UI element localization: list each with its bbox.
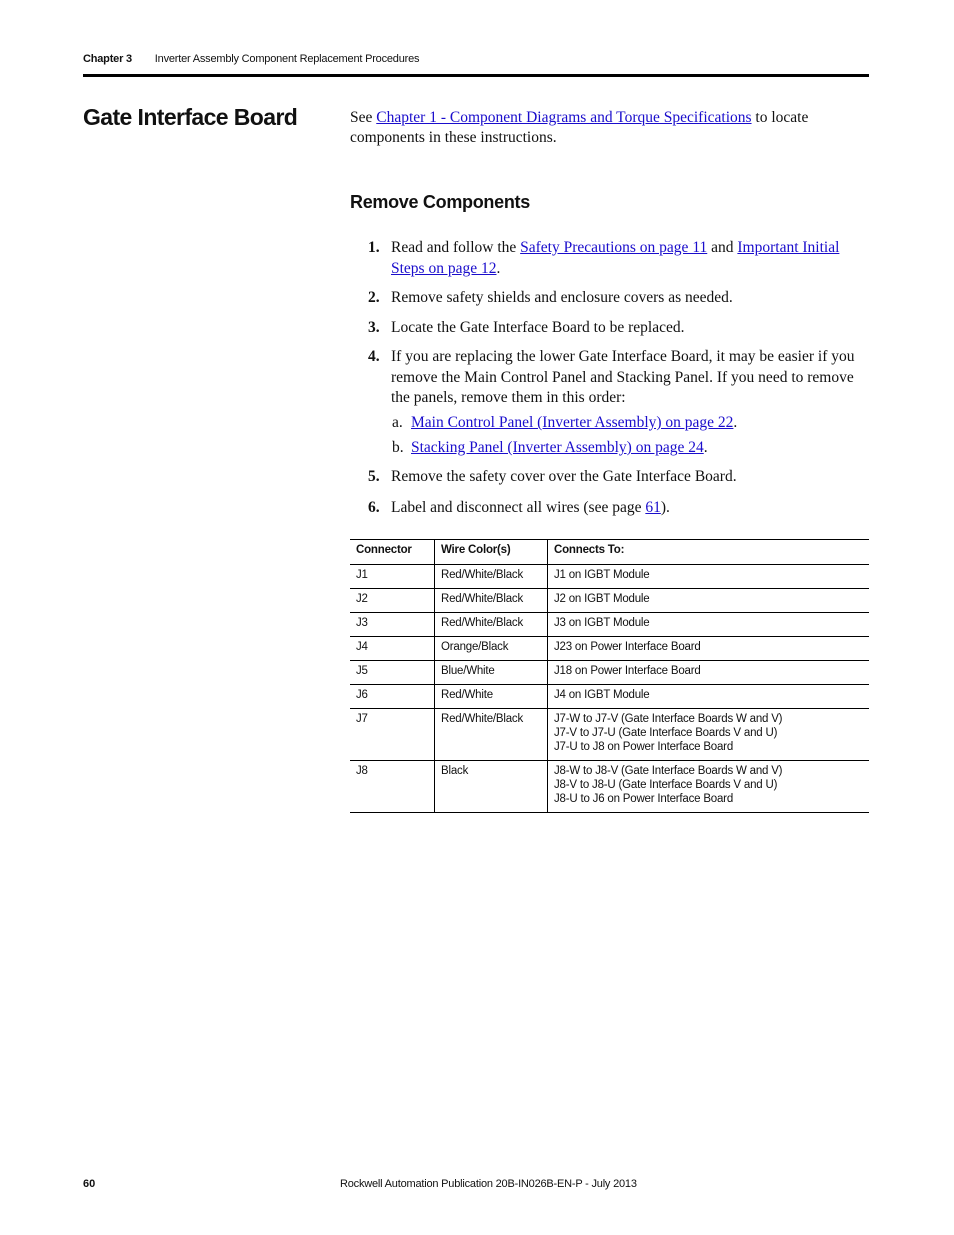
step-number: 1. — [368, 239, 380, 256]
table-row — [350, 637, 869, 661]
step-number: 3. — [368, 319, 380, 336]
substep-post: . — [733, 414, 738, 431]
connects-to-line: J8-W to J8-V (Gate Interface Boards W and V) — [554, 765, 783, 777]
step-text-post: ). — [660, 499, 670, 516]
connects-to-cell: J1 on IGBT Module — [548, 565, 870, 589]
section-title: Gate Interface Board — [83, 104, 298, 130]
step-text-pre: Label and disconnect all wires (see page — [391, 499, 646, 516]
connects-to-line: J7-V to J7-U (Gate Interface Boards V and U) — [554, 727, 778, 739]
step-text-mid: and — [707, 239, 738, 256]
connects-to-cell: J18 on Power Interface Board — [548, 661, 870, 685]
connects-to-line: J8-V to J8-U (Gate Interface Boards V and U) — [554, 779, 778, 791]
step-text: Locate the Gate Interface Board to be replaced. — [391, 319, 685, 336]
connects-to-cell: J2 on IGBT Module — [548, 589, 870, 613]
connects-to-cell — [548, 761, 870, 813]
wire-color-cell: Blue/White — [435, 661, 548, 685]
wire-color-cell: Red/White/Black — [435, 709, 548, 761]
connector-cell: J1 — [350, 565, 435, 589]
step-number: 5. — [368, 468, 380, 485]
connector-cell: J6 — [350, 685, 435, 709]
step-text — [391, 498, 869, 519]
wire-color-cell: Red/White — [435, 685, 548, 709]
table-row — [350, 613, 869, 637]
substep-label: b. — [392, 439, 404, 456]
connector-cell: J3 — [350, 613, 435, 637]
connects-to-line: J8-U to J6 on Power Interface Board — [554, 793, 734, 805]
wire-connection-table — [350, 539, 869, 813]
step-number: 4. — [368, 348, 380, 365]
publication-footer: Rockwell Automation Publication 20B-IN026B-EN-P - July 2013 — [340, 1178, 637, 1190]
table-row — [350, 709, 869, 761]
table-row — [350, 685, 869, 709]
important-initial-steps-link[interactable]: Important Initial Steps on page 12 — [391, 239, 840, 277]
step-text: Remove the safety cover over the Gate Interface Board. — [391, 468, 737, 485]
connector-cell: J7 — [350, 709, 435, 761]
wire-color-cell: Red/White/Black — [435, 565, 548, 589]
connector-cell: J2 — [350, 589, 435, 613]
table-header-row — [350, 540, 869, 565]
step-text: If you are replacing the lower Gate Interface Board, it may be easier if you remove the Main Control Panel and Stacking Panel. If you need to remove the panels, remove them in this order: — [391, 348, 855, 406]
intro-paragraph — [350, 108, 850, 148]
connects-to-cell — [548, 709, 870, 761]
step-number: 6. — [368, 499, 380, 516]
column-header-wire-colors: Wire Color(s) — [435, 540, 548, 565]
running-header — [83, 53, 419, 65]
step-text-pre: Read and follow the — [391, 239, 521, 256]
connects-to-line: J7-U to J8 on Power Interface Board — [554, 741, 734, 753]
substep-b — [392, 438, 708, 458]
table-row — [350, 661, 869, 685]
step-text-post: . — [496, 259, 501, 277]
intro-prefix: See — [350, 109, 377, 126]
table-row — [350, 761, 869, 813]
main-control-panel-link[interactable]: Main Control Panel (Inverter Assembly) on page 22 — [411, 414, 734, 431]
step-text — [391, 238, 869, 279]
table-row — [350, 565, 869, 589]
chapter-title: Inverter Assembly Component Replacement Procedures — [154, 53, 420, 65]
connector-cell: J8 — [350, 761, 435, 813]
intro-suffix: to locate components in these instructions. — [350, 109, 809, 146]
table-row — [350, 589, 869, 613]
wire-color-cell: Orange/Black — [435, 637, 548, 661]
subheading-remove-components: Remove Components — [350, 192, 530, 212]
connects-to-cell: J3 on IGBT Module — [548, 613, 870, 637]
wire-color-cell: Red/White/Black — [435, 589, 548, 613]
header-rule — [83, 74, 869, 77]
connector-cell: J4 — [350, 637, 435, 661]
column-header-connects-to: Connects To: — [548, 540, 870, 565]
page-61-link[interactable]: 61 — [645, 499, 661, 516]
connects-to-line: J7-W to J7-V (Gate Interface Boards W and V) — [554, 713, 783, 725]
wire-color-cell: Red/White/Black — [435, 613, 548, 637]
step-text: Remove safety shields and enclosure covers as needed. — [391, 289, 733, 306]
step-number: 2. — [368, 289, 380, 306]
connects-to-cell: J4 on IGBT Module — [548, 685, 870, 709]
column-header-connector: Connector — [350, 540, 435, 565]
page-number: 60 — [83, 1178, 96, 1190]
safety-precautions-link[interactable]: Safety Precautions on page 11 — [520, 239, 708, 256]
chapter-1-link[interactable]: Chapter 1 - Component Diagrams and Torque Specifications — [376, 109, 752, 126]
connects-to-cell: J23 on Power Interface Board — [548, 637, 870, 661]
chapter-label: Chapter 3 — [83, 53, 132, 65]
wire-color-cell: Black — [435, 761, 548, 813]
substep-a — [392, 413, 737, 433]
connector-cell: J5 — [350, 661, 435, 685]
substep-post: . — [703, 439, 708, 456]
substep-label: a. — [392, 414, 403, 431]
stacking-panel-link[interactable]: Stacking Panel (Inverter Assembly) on page 24 — [411, 439, 704, 456]
